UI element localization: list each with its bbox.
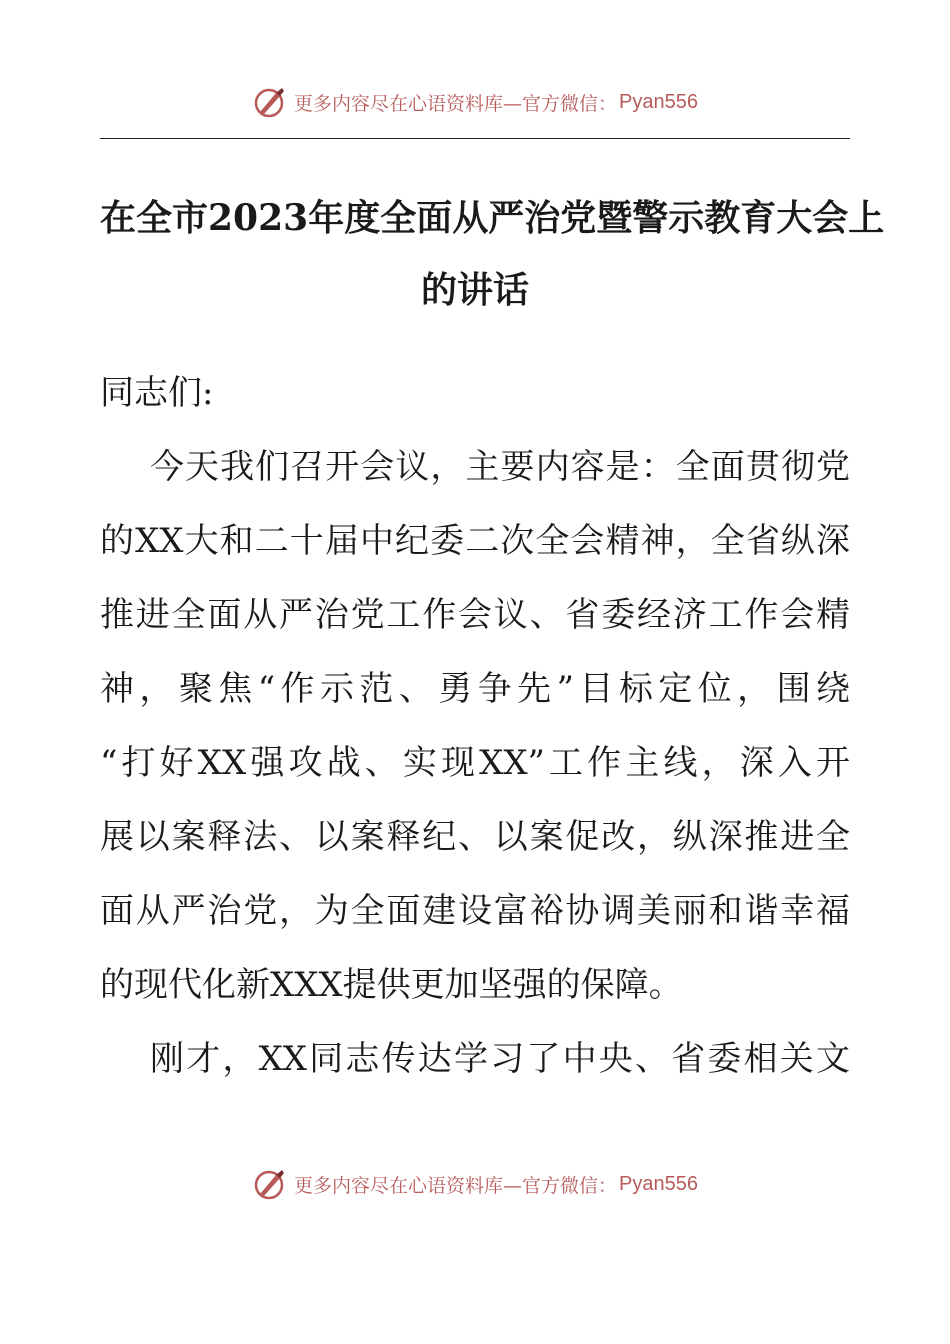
header-banner-handle: Pyan556 <box>619 90 698 113</box>
body-line: 的现代化新XXX提供更加坚强的保障。 <box>100 965 683 1005</box>
body-line: 推进全面从严治党工作会议、省委经济工作会精 <box>100 595 850 635</box>
header-divider <box>100 138 850 139</box>
body-line: “打好XX强攻战、实现XX”工作主线，深入开 <box>100 743 850 783</box>
title-line-2: 的讲话 <box>420 269 529 311</box>
pen-logo-icon <box>252 84 288 120</box>
footer-watermark-banner <box>0 1162 950 1206</box>
salutation: 同志们: <box>100 373 214 413</box>
document-body <box>100 356 850 1096</box>
body-line: 神，聚焦“作示范、勇争先”目标定位，围绕 <box>100 669 850 709</box>
title-line-1: 在全市2023年度全面从严治党暨警示教育大会上 <box>100 197 885 239</box>
body-line: 的XX大和二十届中纪委二次全会精神，全省纵深 <box>100 521 850 561</box>
header-watermark-banner <box>0 80 950 124</box>
body-line: 刚才，XX同志传达学习了中央、省委相关文 <box>150 1039 850 1079</box>
pen-logo-icon <box>252 1166 288 1202</box>
footer-banner-text: 更多内容尽在心语资料库—官方微信： <box>294 1174 618 1197</box>
body-line: 面从严治党，为全面建设富裕协调美丽和谐幸福 <box>100 891 850 931</box>
footer-banner-handle: Pyan556 <box>619 1172 698 1195</box>
body-line: 展以案释法、以案释纪、以案促改，纵深推进全 <box>100 817 850 857</box>
header-banner-text: 更多内容尽在心语资料库—官方微信： <box>294 92 618 115</box>
document-title <box>100 182 885 326</box>
body-line: 今天我们召开会议，主要内容是：全面贯彻党 <box>150 447 850 487</box>
